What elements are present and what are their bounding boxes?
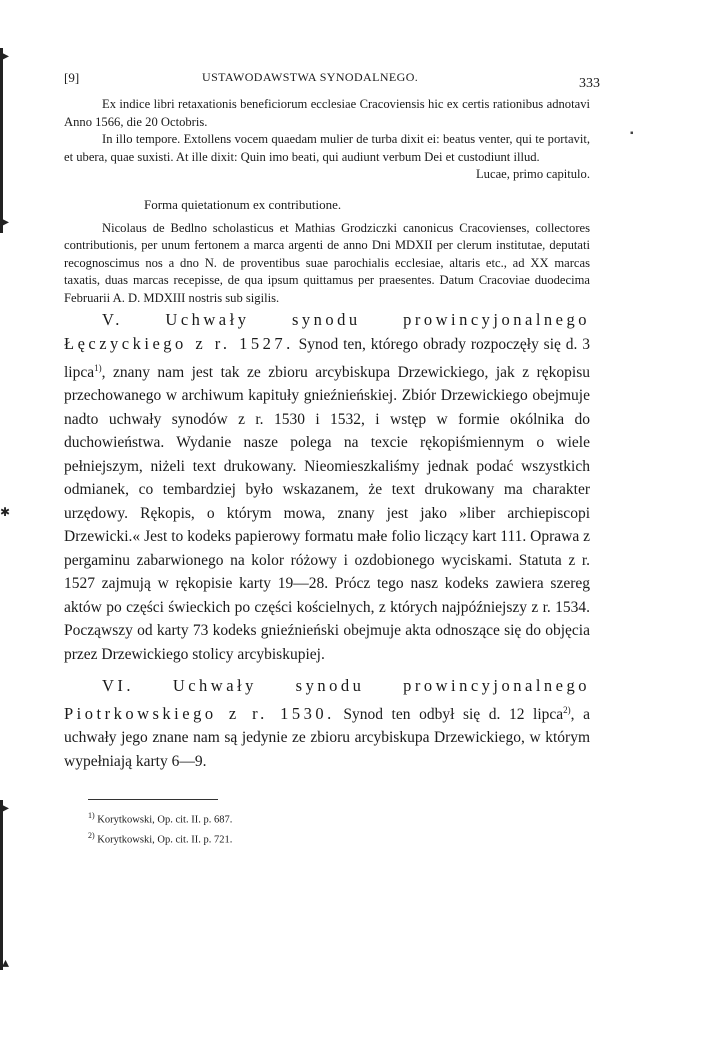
section-vi-text-a: Synod ten odbył się d. 12 lipca [343, 705, 564, 723]
page-number: 333 [579, 76, 600, 91]
section-v-heading: V. Uchwały synodu prowincyjonalnego Łęczyckiego z r. 1527. [64, 309, 590, 354]
scan-speck-icon: ▪ [630, 128, 634, 139]
section-v-text-a: Synod ten, którego obrady rozpoczęły się d. 3 lipca [64, 336, 590, 381]
footnote-2 [64, 828, 590, 848]
section-vi-text-b: , a uchwały jego znane nam są jedynie ze zbioru arcybiskupa Drzewickiego, w którym wypełniają karty 6—9. [64, 705, 591, 770]
paragraph-quietation: Nicolaus de Bedlno scholasticus et Mathias Grodziczki canonicus Cracovienses, collectores contributionis, per unum fertonem a marca argenti de anno Dni MDXII per clerum institutae, deputati recognoscimus nos a dno N. de proventibus suae parochialis ecclesiae, altaris etc., ad XX marcas taxatis, duas marcas recepisse, de qua ipsum quittamus per praesentes. Datum Cracoviae duodecima Februarii A. D. MDXIII nostris sub sigilis. [64, 220, 590, 305]
paragraph-index-note: Ex indice libri retaxationis beneficiorum ecclesiae Cracoviensis hic ex certis rationibus adnotavi Anno 1566, die 20 Octobris. [64, 97, 590, 129]
header-section-number: [9] [64, 70, 80, 85]
scan-edge-top [0, 48, 3, 233]
footnote-ref-1[interactable]: 1) [94, 362, 102, 373]
footnote-divider [88, 799, 218, 800]
commentary [64, 308, 590, 774]
edge-arrow-icon: ▸ [2, 215, 10, 230]
edge-arrow-icon: ▸ [2, 49, 10, 64]
section-vi [64, 674, 590, 773]
scan-edge-bottom [0, 800, 3, 970]
edge-arrow-icon: ▴ [2, 956, 10, 971]
footnote-text: Korytkowski, Op. cit. II. p. 721. [97, 834, 233, 846]
header-title: USTAWODAWSTWA SYNODALNEGO. [202, 70, 419, 84]
document-page [64, 70, 600, 848]
running-header [64, 70, 600, 96]
footnote-ref-2[interactable]: 2) [563, 704, 571, 715]
edge-arrow-icon: ▸ [2, 801, 10, 816]
footnote-mark: 2) [88, 831, 95, 841]
section-v [64, 308, 590, 667]
footnote-1 [64, 808, 590, 828]
latin-excerpt [64, 96, 590, 308]
section-vi-heading: VI. Uchwały synodu prowincyjonalnego Piotrkowskiego z r. 1530. [64, 676, 590, 723]
edge-star-icon: ✱ [0, 505, 11, 519]
gospel-citation: Lucae, primo capitulo. [475, 167, 590, 182]
paragraph-gospel: In illo tempore. Extollens vocem quaedam mulier de turba dixit ei: beatus venter, qui te portavit, et ubera, quae suxisti. At ille dixit: Quin imo beati, qui audiunt verbum Dei et custodiunt illud. [64, 132, 590, 164]
forma-heading: Forma quietationum ex contributione. [144, 196, 342, 212]
footnote-mark: 1) [88, 811, 95, 821]
footnote-text: Korytkowski, Op. cit. II. p. 687. [97, 814, 233, 826]
section-v-text-b: , znany nam jest tak ze zbioru arcybiskupa Drzewickiego, jak z rękopisu przechowanego w archiwum kapituły gnieźnieńskiej. Zbiór Drzewickiego obejmuje nadto uchwały synodów z r. 1530 i 1532, i wstęp w formie okólnika do duchowieństwa. Wydanie nasze polega na texcie rękopiśmiennym o wiele pełniejszym, niżeli text drukowany. Nieomieszkaliśmy jednak podać wszystkich odmianek, co tembardziej było wskazanem, że text drukowany ma charakter urzędowy. Rękopis, o którym mowa, znany jest jako »liber archiepiscopi Drzewicki.« Jest to kodeks papierowy formatu małe folio liczący kart 111. Oprawa z pergaminu zabarwionego na kolor różowy i ozdobionego wyciskami. Statuta z r. 1527 zajmują w rękopisie karty 19—28. Prócz tego nasz kodeks zawiera szereg aktów po części świeckich po części kościelnych, z których najpóźniejszy z r. 1534. Począwszy od karty 73 kodeks gnieźnieński obejmuje akta odnoszące się do objęcia przez Drzewickiego stolicy arcybiskupiej. [64, 363, 590, 663]
